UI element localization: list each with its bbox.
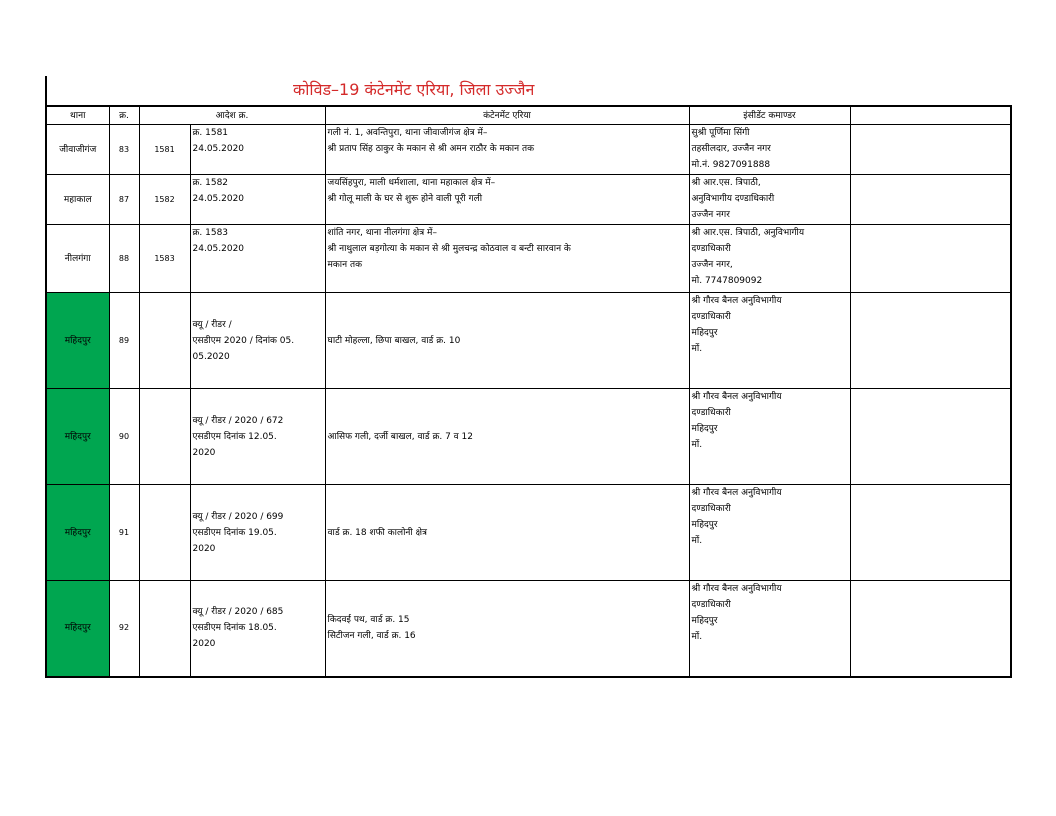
thana-cell: महाकाल: [46, 175, 109, 225]
area-cell-line: मकान तक: [327, 260, 363, 270]
order-cell: [190, 389, 325, 485]
table-row: [46, 581, 1011, 677]
order-cell-line: क्र. 1582: [192, 178, 229, 188]
extra-cell: [850, 485, 1011, 581]
thana-cell: महिदपुर: [46, 581, 109, 677]
commander-cell: [689, 293, 850, 389]
number-cell: 1582: [139, 175, 190, 225]
order-cell-line: एसडीएम दिनांक 18.05.: [192, 623, 277, 634]
commander-cell-line: दण्डाधिकारी: [691, 244, 731, 254]
extra-cell: [850, 389, 1011, 485]
order-cell-line: क्यू / रीडर / 2020 / 685: [192, 607, 284, 618]
order-cell-line: क्र. 1583: [192, 228, 229, 238]
commander-cell-line: श्री गौरव बैनल अनुविभागीय: [691, 296, 782, 306]
thana-cell: महिदपुर: [46, 485, 109, 581]
commander-cell: [689, 485, 850, 581]
area-cell-line: श्री प्रताप सिंह ठाकुर के मकान से श्री अमन राठौर के मकान तक: [327, 144, 534, 154]
commander-cell-line: दण्डाधिकारी: [691, 408, 731, 418]
table-row: [46, 389, 1011, 485]
commander-cell: [689, 175, 850, 225]
commander-cell-line: उज्जैन नगर,: [691, 260, 733, 270]
sr-cell: 87: [109, 175, 139, 225]
commander-cell-line: मों.: [691, 440, 703, 450]
area-cell: [325, 225, 689, 293]
commander-cell-line: महिदपुर: [691, 520, 718, 530]
thana-cell: महिदपुर: [46, 389, 109, 485]
order-cell-line: एसडीएम दिनांक 12.05.: [192, 431, 277, 442]
order-cell-line: क्र. 1581: [192, 128, 229, 138]
commander-cell-line: सुश्री पूर्णिमा सिंगी: [691, 128, 750, 138]
commander-cell-line: दण्डाधिकारी: [691, 312, 731, 322]
sr-cell: 88: [109, 225, 139, 293]
order-cell-line: 24.05.2020: [192, 244, 245, 254]
header-thana: थाना: [46, 106, 109, 125]
commander-cell-line: महिदपुर: [691, 424, 718, 434]
order-cell: [190, 175, 325, 225]
extra-cell: [850, 125, 1011, 175]
thana-cell: नीलगंगा: [46, 225, 109, 293]
area-cell: [325, 175, 689, 225]
sr-cell: 89: [109, 293, 139, 389]
sr-cell: 83: [109, 125, 139, 175]
area-cell-line: श्री गोलू माली के घर से शुरू होने वाली पूरी गली: [327, 194, 483, 204]
header-extra: [850, 106, 1011, 125]
page-title: कोविड–19 कंटेनमेंट एरिया, जिला उज्जैन: [293, 80, 535, 99]
commander-cell-line: तहसीलदार, उज्जैन नगर: [691, 144, 771, 154]
order-cell-line: एसडीएम 2020 / दिनांक 05.: [192, 335, 295, 346]
order-cell-line: क्यू / रीडर / 2020 / 699: [192, 511, 284, 522]
header-order: आदेश क्र.: [139, 106, 325, 125]
commander-cell-line: मों.: [691, 536, 703, 546]
commander-cell-line: उज्जैन नगर: [691, 210, 730, 220]
header-commander: इंसीडेंट कमाण्डर: [689, 106, 850, 125]
number-cell: 1583: [139, 225, 190, 293]
commander-cell-line: अनुविभागीय दण्डाधिकारी: [691, 194, 775, 204]
commander-cell: [689, 125, 850, 175]
commander-cell: [689, 389, 850, 485]
commander-cell-line: मों.: [691, 344, 703, 354]
number-cell: [139, 581, 190, 677]
number-cell: [139, 485, 190, 581]
area-cell: [325, 293, 689, 389]
order-cell-line: 2020: [192, 543, 216, 554]
order-cell-line: 24.05.2020: [192, 194, 245, 204]
area-cell-line: जयसिंहपुरा, माली धर्मशाला, थाना महाकाल क्षेत्र में–: [327, 178, 496, 188]
order-cell-line: 2020: [192, 639, 216, 650]
commander-cell-line: मो.नं. 9827091888: [691, 160, 771, 170]
table-row: [46, 293, 1011, 389]
commander-cell: [689, 225, 850, 293]
table-row: [46, 125, 1011, 175]
area-cell: [325, 485, 689, 581]
order-cell: [190, 485, 325, 581]
order-cell-line: 05.2020: [192, 351, 230, 362]
thana-cell: जीवाजीगंज: [46, 125, 109, 175]
area-cell: [325, 389, 689, 485]
sr-cell: 90: [109, 389, 139, 485]
header-row: [46, 106, 1011, 125]
commander-cell-line: मों.: [691, 632, 703, 642]
order-cell: [190, 293, 325, 389]
area-cell: [325, 125, 689, 175]
area-cell-line: वार्ड क्र. 18 शफी कालोनी क्षेत्र: [327, 527, 428, 538]
thana-cell: महिदपुर: [46, 293, 109, 389]
area-cell-line: श्री नाथुलाल बड़गोत्या के मकान से श्री मुलचन्द्र कोठवाल व बन्टी सारवान के: [327, 244, 571, 254]
commander-cell-line: श्री गौरव बैनल अनुविभागीय: [691, 488, 782, 498]
title-row: [45, 76, 1011, 105]
sr-cell: 92: [109, 581, 139, 677]
commander-cell-line: श्री आर.एस. त्रिपाठी,: [691, 178, 761, 188]
table-row: [46, 175, 1011, 225]
order-cell: [190, 125, 325, 175]
number-cell: [139, 293, 190, 389]
area-cell-line: घाटी मोहल्ला, छिपा बाखल, वार्ड क्र. 10: [327, 335, 461, 346]
table-row: [46, 485, 1011, 581]
number-cell: 1581: [139, 125, 190, 175]
containment-table: [45, 105, 1012, 678]
order-cell-line: 24.05.2020: [192, 144, 245, 154]
commander-cell: [689, 581, 850, 677]
commander-cell-line: दण्डाधिकारी: [691, 600, 731, 610]
header-sr: क्र.: [109, 106, 139, 125]
header-area: कंटेनमेंट एरिया: [325, 106, 689, 125]
order-cell-line: क्यू / रीडर / 2020 / 672: [192, 415, 284, 426]
extra-cell: [850, 225, 1011, 293]
order-cell-line: 2020: [192, 447, 216, 458]
order-cell-line: क्यू / रीडर /: [192, 319, 232, 330]
commander-cell-line: श्री गौरव बैनल अनुविभागीय: [691, 392, 782, 402]
order-cell: [190, 581, 325, 677]
extra-cell: [850, 581, 1011, 677]
extra-cell: [850, 175, 1011, 225]
commander-cell-line: दण्डाधिकारी: [691, 504, 731, 514]
commander-cell-line: मो. 7747809092: [691, 276, 763, 286]
sr-cell: 91: [109, 485, 139, 581]
number-cell: [139, 389, 190, 485]
order-cell: [190, 225, 325, 293]
area-cell: [325, 581, 689, 677]
area-cell-line: गली नं. 1, अवन्तिपुरा, थाना जीवाजीगंज क्षेत्र में–: [327, 128, 488, 138]
extra-cell: [850, 293, 1011, 389]
area-cell-line: सिटीजन गली, वार्ड क्र. 16: [327, 631, 416, 642]
commander-cell-line: महिदपुर: [691, 328, 718, 338]
commander-cell-line: महिदपुर: [691, 616, 718, 626]
commander-cell-line: श्री आर.एस. त्रिपाठी, अनुविभागीय: [691, 228, 805, 238]
commander-cell-line: श्री गौरव बैनल अनुविभागीय: [691, 584, 782, 594]
table-row: [46, 225, 1011, 293]
area-cell-line: किदवई पथ, वार्ड क्र. 15: [327, 615, 410, 626]
area-cell-line: शांति नगर, थाना नीलगंगा क्षेत्र में–: [327, 228, 437, 238]
area-cell-line: आसिफ गली, दर्जी बाखल, वार्ड क्र. 7 व 12: [327, 431, 474, 442]
order-cell-line: एसडीएम दिनांक 19.05.: [192, 527, 277, 538]
